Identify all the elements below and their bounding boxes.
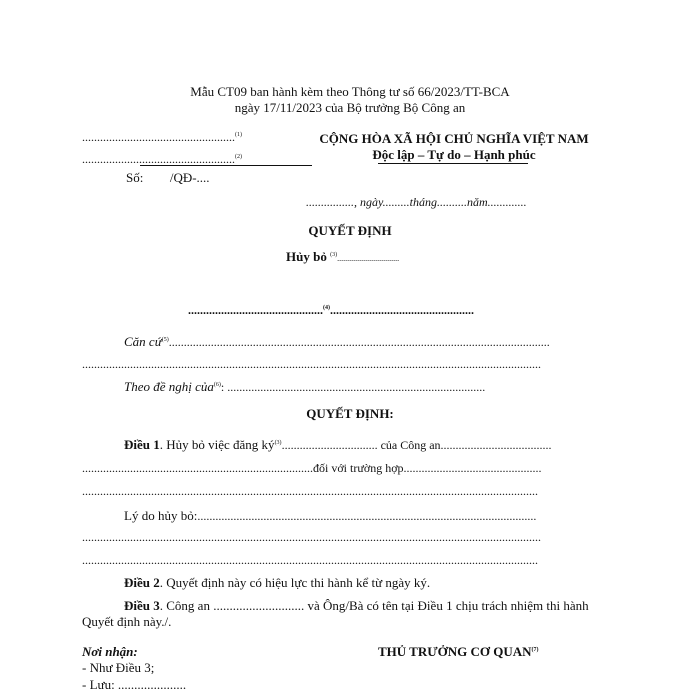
- place-date-line: ................, ngày.........tháng..........năm.............: [306, 195, 527, 209]
- can-cu-label: Căn cứ: [124, 334, 162, 349]
- can-cu-dots: ...............................................................................................................................: [168, 335, 550, 349]
- recipients-label: Nơi nhận:: [82, 644, 138, 659]
- national-title: CỘNG HÒA XÃ HỘI CHỦ NGHĨA VIỆT NAM: [319, 131, 589, 146]
- article-1-sup: (3): [274, 440, 282, 446]
- agency-1-sup: (1): [235, 132, 242, 138]
- article-2-text: . Quyết định này có hiệu lực thi hành kể từ ngày ký.: [159, 575, 431, 590]
- article-1-line-5: .........................................................................................................................................................: [82, 530, 541, 544]
- number-suffix: /QĐ-....: [169, 170, 210, 185]
- template-note: [0, 84, 700, 116]
- signature-sup: (7): [531, 647, 539, 653]
- recipient-item-1: - Như Điều 3;: [82, 660, 155, 675]
- article-1-line-2: .............................................................................đối với trường hợp..............................................: [82, 461, 542, 475]
- article-1-line-1: [124, 437, 552, 453]
- template-note-line1: Mẫu CT09 ban hành kèm theo Thông tư số 66/2023/TT-BCA: [190, 84, 510, 99]
- template-note-line2: ngày 17/11/2023 của Bộ trưởng Bộ Công an: [234, 100, 466, 115]
- decision-heading: QUYẾT ĐỊNH:: [306, 406, 394, 421]
- subtitle-sup: (3): [330, 252, 338, 258]
- motto-underline: [378, 163, 528, 164]
- document-number: [126, 170, 210, 186]
- document-title: QUYẾT ĐỊNH: [308, 223, 392, 238]
- de-nghi-label: Theo đề nghị của: [124, 379, 214, 394]
- document-subtitle: [286, 249, 399, 265]
- reason-label: Lý do hủy bỏ:: [124, 508, 198, 523]
- article-1-line-6: ........................................................................................................................................................: [82, 553, 538, 567]
- article-1-label: Điều 1: [124, 437, 160, 452]
- recipient-item-2: - Lưu: .....................: [82, 677, 187, 692]
- agency-2-sup: (2): [235, 154, 242, 160]
- signature-title-text: THỦ TRƯỞNG CƠ QUAN: [378, 644, 532, 659]
- article-1-text-b: ................................ của Công an.....................................: [281, 438, 552, 452]
- national-motto: Độc lập – Tự do – Hạnh phúc: [372, 147, 536, 162]
- de-nghi-dots: : ......................................................................................: [220, 380, 486, 394]
- agency-2-dots: ...................................................: [82, 152, 235, 166]
- subtitle-label: Hủy bỏ: [286, 249, 327, 264]
- authority-left-dots: .............................................: [188, 303, 323, 317]
- authority-right-dots: ................................................: [330, 303, 474, 317]
- can-cu-sup: (5): [161, 337, 169, 343]
- agency-1-dots: ...................................................: [82, 130, 235, 144]
- subtitle-dots: ...............................: [337, 254, 400, 263]
- signature-title: [378, 644, 538, 660]
- de-nghi-sup: (6): [213, 382, 221, 388]
- article-3-text-a: . Công an ............................ và Ông/Bà có tên tại Điều 1 chịu trách nhiệm thi hành: [159, 598, 589, 613]
- article-3-line-2: Quyết định này./.: [82, 614, 172, 629]
- article-3-line-1: [124, 598, 589, 614]
- reason-dots: .................................................................................................................: [197, 509, 537, 523]
- article-1-line-3: ........................................................................................................................................................: [82, 484, 538, 498]
- agency-underline: [140, 165, 312, 166]
- authority-sup: (4): [323, 305, 330, 311]
- article-2: [124, 575, 430, 591]
- can-cu-line: [124, 334, 550, 350]
- article-1-text-a: . Hủy bỏ việc đăng ký: [159, 437, 275, 452]
- article-3-label: Điều 3: [124, 598, 160, 613]
- de-nghi-line: [124, 379, 485, 395]
- article-2-label: Điều 2: [124, 575, 160, 590]
- number-label: Số:: [126, 170, 144, 185]
- authority-line: [188, 303, 474, 318]
- article-1-reason: [124, 508, 536, 524]
- agency-line-1: [82, 130, 242, 145]
- can-cu-continuation: .........................................................................................................................................................: [82, 357, 541, 371]
